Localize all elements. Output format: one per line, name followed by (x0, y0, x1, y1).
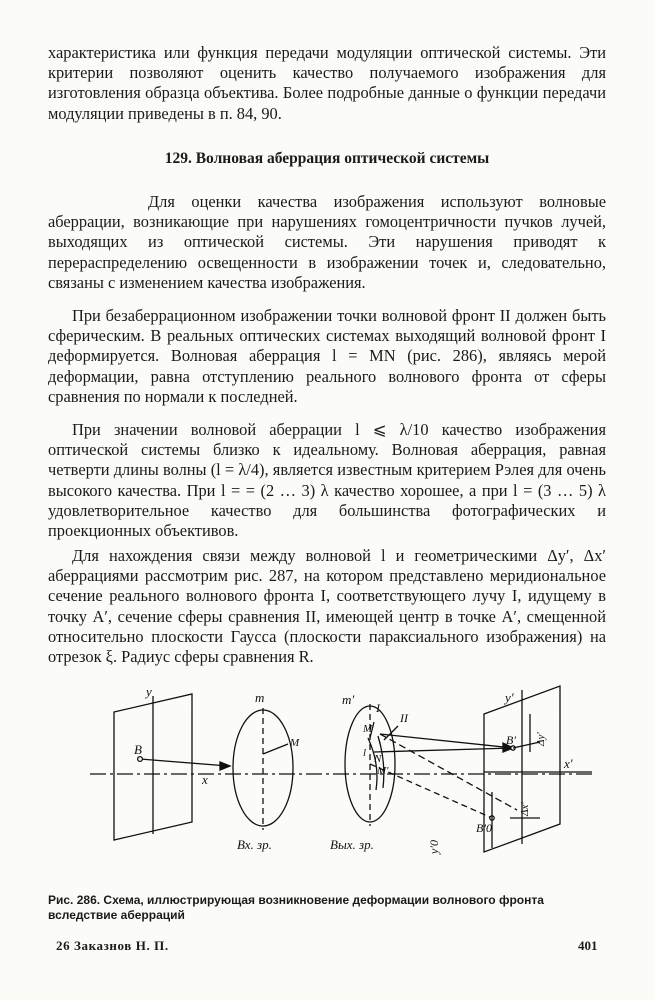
label-entrance-pupil: Вх. зр. (237, 837, 272, 852)
label-exit-pupil: Вых. зр. (330, 837, 374, 852)
paragraph-1: Для оценки качества изображения используют волновые аберрации, возникающие при нарушениях гомоцентричности пучков лучей, выходящих из оптической системы. Эти нарушения приводят к перераспределению освещенности в изображении точек и, следовательно, связаны с изменением качества изображения. (48, 192, 606, 292)
label-delta-x-prime: Δx′ (519, 802, 531, 816)
label-N: N (374, 753, 382, 765)
footer-signature: 26 Заказнов Н. П. (56, 938, 169, 953)
intro-paragraph: характеристика или функция передачи модуляции оптической системы. Эти критерии позволяют оценить качество получаемого изображения для изготовления образца объектива. Более подробные данные о функции передачи модуляции приведены в п. 84, 90. (48, 43, 606, 123)
label-I: I (376, 701, 380, 715)
ray-to-B-prime (380, 734, 513, 748)
label-y-prime: y′ (505, 690, 514, 705)
label-x: x (202, 772, 208, 787)
paragraph-2: При безаберрационном изображении точки волновой фронт II должен быть сферическим. В реальных оптических системах выходящий волновой фронт I деформируется. Волновая аберрация l = MN (рис. 286), являясь мерой деформации, равна отступлению реального волнового фронта от сферы сравнения по нормали к последней. (48, 306, 606, 406)
label-y: y (146, 684, 152, 699)
label-M-small: M (363, 723, 373, 735)
page-number: 401 (578, 938, 598, 953)
label-m: m (255, 690, 265, 705)
label-B-prime: B′ (506, 733, 516, 747)
figure-caption: Рис. 286. Схема, иллюстрирующая возникновение деформации волнового фронта вследствие аберраций (48, 893, 544, 922)
II-leader (384, 726, 398, 740)
label-m-prime: m′ (342, 692, 355, 707)
figure-286 (80, 684, 608, 880)
label-B: B (134, 742, 142, 757)
entrance-M-leader (263, 744, 288, 754)
label-delta-y-prime: Δy′ (535, 732, 547, 746)
section-title: 129. Волновая аберрация оптической системы (164, 150, 490, 167)
label-II: II (400, 711, 408, 725)
label-M-prime: M′ (377, 765, 389, 777)
label-M: M (290, 737, 300, 749)
label-x-prime: x′ (564, 756, 573, 771)
paragraph-4: Для нахождения связи между волновой l и геометрическими Δy′, Δx′ аберрациями рассмотрим рис. 287, на котором представлено меридиональное сечение реального волнового фронта I, соответствующего лучу I, идущему в точку A′, сечение сферы сравнения II, имеющей центр в точке A′, смещенной относительно плоскости Гаусса (плоскости параксиального изображения) на отрезок ξ. Радиус сферы сравнения R. (48, 546, 606, 667)
label-B0-prime: B′0 (476, 821, 492, 835)
label-y0-prime: y′0 (427, 840, 441, 854)
label-l: l (363, 747, 367, 759)
ray-arrow (220, 762, 230, 770)
paragraph-3: При значении волновой аберрации l ⩽ λ/10 качество изображения оптической системы близко к идеальному. Волновая аберрация, равная четверти длины волны (l = λ/4), является известным критерием Рэлея для очень высокого качества. При l = = (2 … 3) λ качество хорошее, а при l = (3 … 5) λ удовлетворительное качество для большинства фотографических и проекционных объективов. (48, 420, 606, 541)
point-B (138, 757, 143, 762)
